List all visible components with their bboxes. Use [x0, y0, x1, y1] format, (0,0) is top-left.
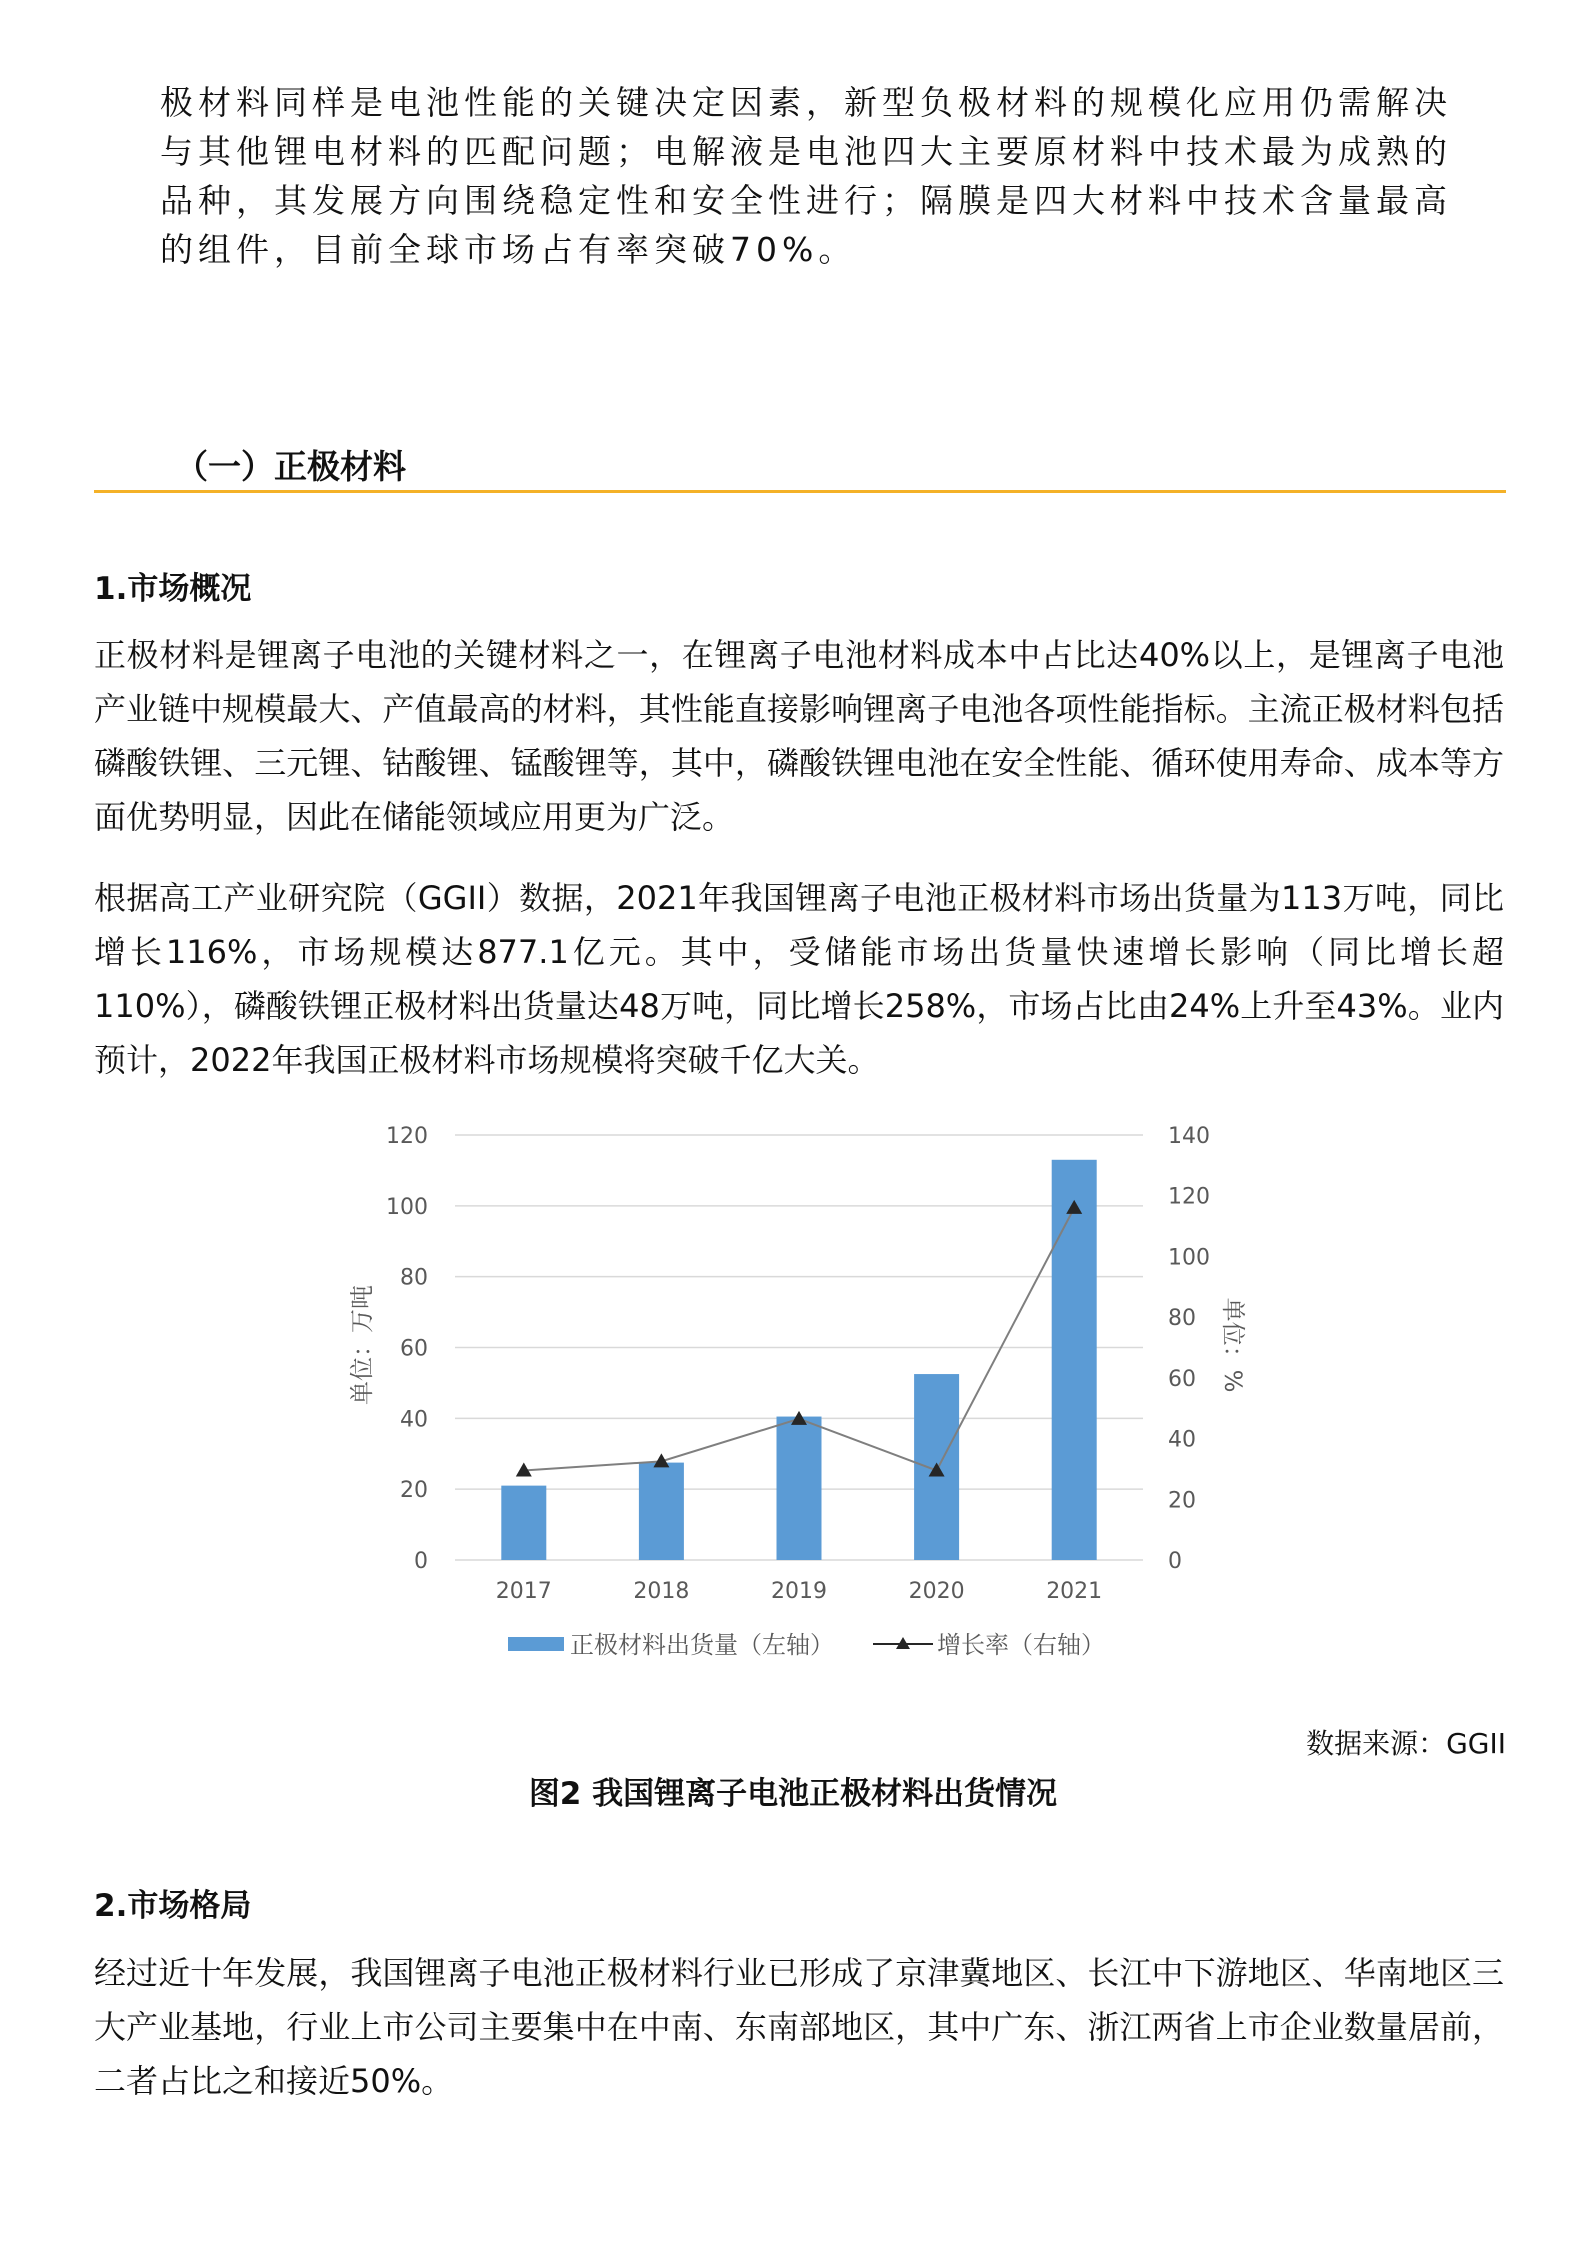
right-tick-label: 80 — [1168, 1306, 1196, 1332]
left-axis-ticks — [386, 1124, 428, 1574]
market-structure-heading: 2.市场格局 — [94, 1888, 252, 1924]
shipment-bar — [501, 1486, 546, 1560]
right-tick-label: 40 — [1168, 1427, 1196, 1453]
legend-bar-swatch — [508, 1637, 564, 1651]
left-tick-label: 0 — [414, 1549, 428, 1574]
market-overview-heading: 1.市场概况 — [94, 571, 252, 607]
left-axis-label: 单位：万吨 — [348, 1285, 376, 1405]
shipment-bar — [639, 1463, 684, 1560]
right-axis-ticks — [1168, 1124, 1210, 1574]
figure-source: 数据来源：GGII — [1306, 1727, 1506, 1760]
legend-bar-label: 正极材料出货量（左轴） — [570, 1631, 834, 1659]
figure-caption: 图2 我国锂离子电池正极材料出货情况 — [528, 1776, 1058, 1812]
shipment-bar — [1052, 1160, 1097, 1560]
left-tick-label: 120 — [386, 1124, 428, 1149]
right-axis-label: 单位：% — [1219, 1297, 1247, 1393]
left-tick-label: 60 — [400, 1336, 428, 1362]
cathode-shipment-chart — [320, 1110, 1260, 1670]
x-axis-ticks — [496, 1579, 1102, 1604]
right-tick-label: 20 — [1168, 1488, 1196, 1514]
right-tick-label: 140 — [1168, 1124, 1210, 1149]
left-tick-label: 100 — [386, 1194, 428, 1220]
market-overview-paragraph-1: 正极材料是锂离子电池的关键材料之一，在锂离子电池材料成本中占比达40%以上，是锂离子电池产业链中规模最大、产值最高的材料，其性能直接影响锂离子电池各项性能指标。主流正极材料包括磷酸铁锂、三元锂、钴酸锂、锰酸锂等，其中，磷酸铁锂电池在安全性能、循环使用寿命、成本等方面优势明显，因此在储能领域应用更为广泛。 — [94, 636, 1504, 836]
right-tick-label: 100 — [1168, 1245, 1210, 1271]
left-tick-label: 80 — [400, 1265, 428, 1291]
intro-paragraph: 极材料同样是电池性能的关键决定因素，新型负极材料的规模化应用仍需解决与其他锂电材料的匹配问题；电解液是电池四大主要原材料中技术最为成熟的品种，其发展方向围绕稳定性和安全性进行；隔膜是四大材料中技术含量最高的组件，目前全球市场占有率突破70%。 — [160, 83, 1452, 269]
x-tick-label: 2019 — [771, 1579, 827, 1604]
shipment-bar — [777, 1417, 822, 1560]
left-tick-label: 20 — [400, 1478, 428, 1504]
x-tick-label: 2020 — [908, 1579, 965, 1604]
left-tick-label: 40 — [400, 1407, 428, 1433]
right-tick-label: 120 — [1168, 1184, 1210, 1210]
chart-bars — [501, 1160, 1096, 1560]
x-tick-label: 2018 — [633, 1579, 690, 1604]
right-tick-label: 60 — [1168, 1366, 1196, 1392]
right-tick-label: 0 — [1168, 1549, 1182, 1574]
section-title: （一）正极材料 — [175, 447, 406, 486]
section-divider — [94, 490, 1506, 493]
x-tick-label: 2021 — [1046, 1579, 1103, 1604]
chart-legend — [508, 1631, 1105, 1659]
x-tick-label: 2017 — [495, 1579, 552, 1604]
legend-line-label: 增长率（右轴） — [937, 1631, 1105, 1659]
market-overview-paragraph-2: 根据高工产业研究院（GGII）数据，2021年我国锂离子电池正极材料市场出货量为113万吨，同比增长116%，市场规模达877.1亿元。其中，受储能市场出货量快速增长影响（同比增长超110%），磷酸铁锂正极材料出货量达48万吨，同比增长258%，市场占比由24%上升至43%。业内预计，2022年我国正极材料市场规模将突破千亿大关。 — [94, 879, 1504, 1079]
market-structure-paragraph: 经过近十年发展，我国锂离子电池正极材料行业已形成了京津冀地区、长江中下游地区、华南地区三大产业基地，行业上市公司主要集中在中南、东南部地区，其中广东、浙江两省上市企业数量居前，二者占比之和接近50%。 — [94, 1954, 1504, 2100]
